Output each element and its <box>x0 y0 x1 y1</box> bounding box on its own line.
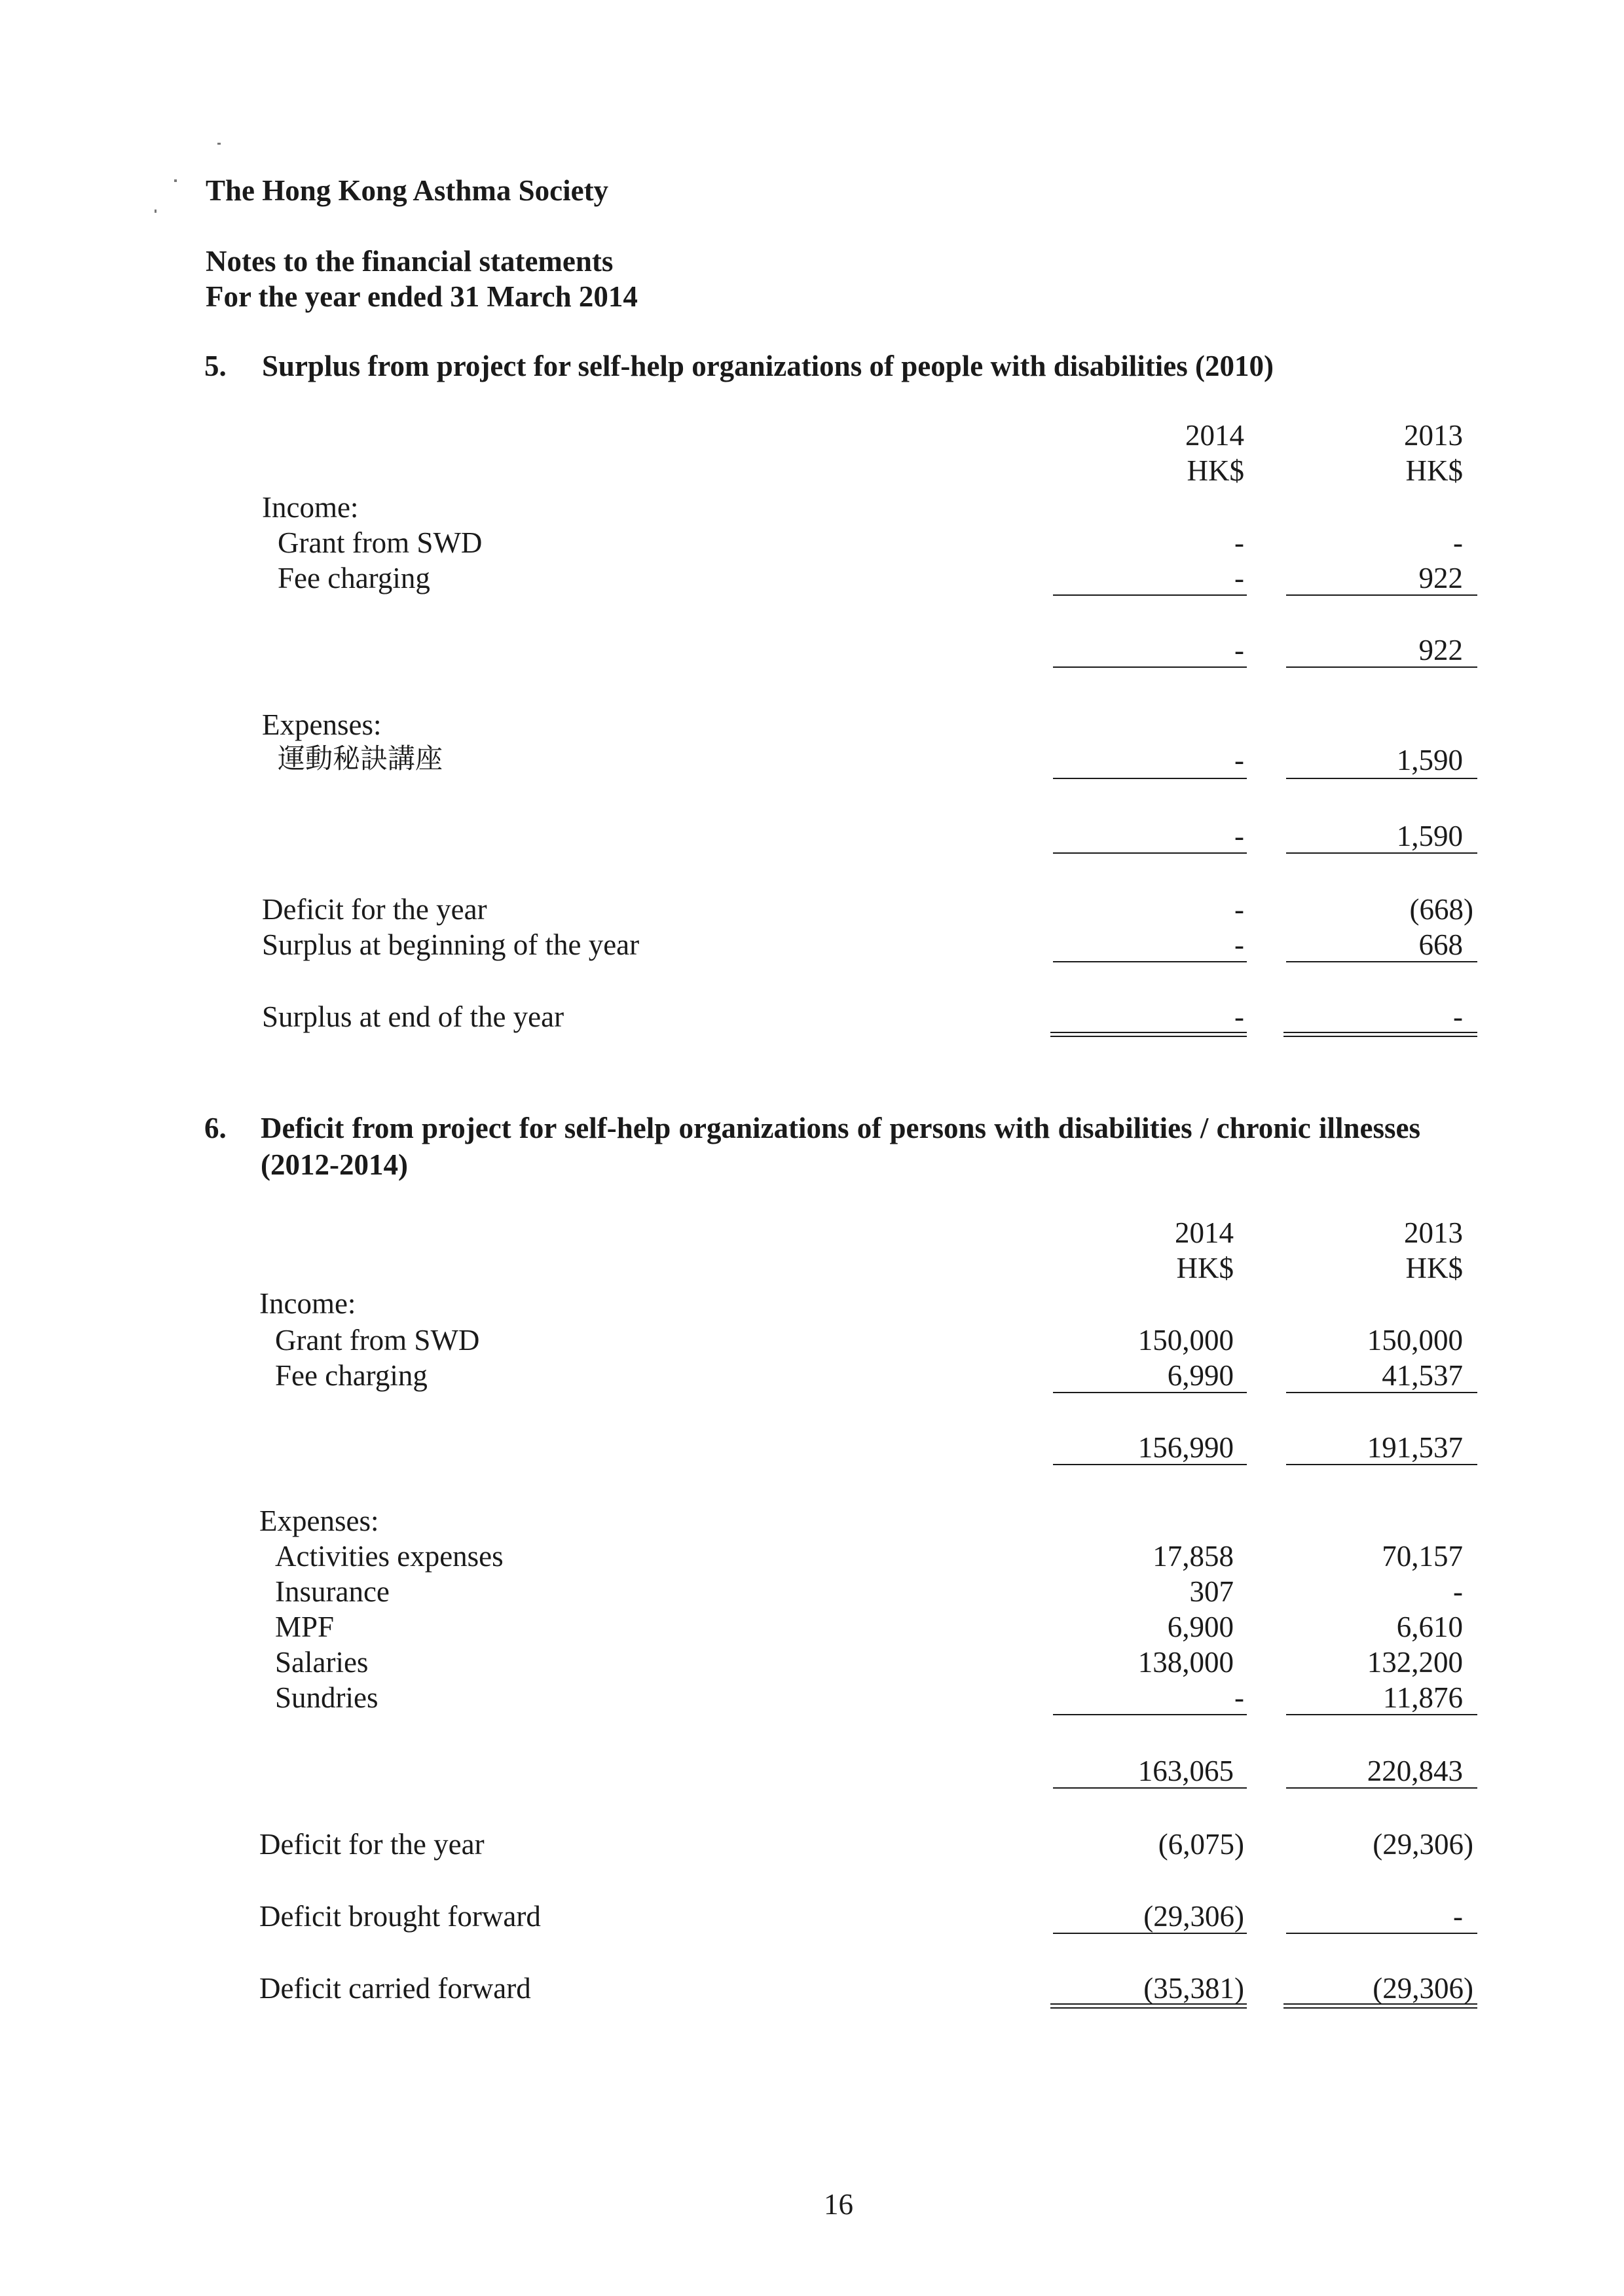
note-6-carried-forward-value-2014: (35,381) <box>1143 1972 1244 2005</box>
note-5-expense-row-label: 運動秘訣講座 <box>278 742 443 774</box>
statement-period: For the year ended 31 March 2014 <box>206 280 638 313</box>
note-5-deficit-label: Deficit for the year <box>262 893 487 926</box>
subtotal-rule <box>1053 1714 1247 1715</box>
note-5-expense-total-2013: 1,590 <box>1396 820 1463 852</box>
note-5-surplus-begin-value-2013: 668 <box>1418 928 1463 961</box>
total-double-rule <box>1050 2003 1247 2009</box>
note-6-income-row-value-2014: 150,000 <box>1137 1324 1234 1357</box>
note-6-carried-forward-label: Deficit carried forward <box>259 1972 531 2005</box>
note-6-expense-row-label: Salaries <box>275 1646 369 1679</box>
note-6-expense-total-2013: 220,843 <box>1367 1755 1463 1787</box>
note-6-income-total-2013: 191,537 <box>1367 1431 1463 1464</box>
note-6-income-row-value-2013: 150,000 <box>1367 1324 1463 1357</box>
note-5-col-year-2014: 2014 <box>1185 419 1244 452</box>
subtotal-rule <box>1286 1787 1477 1789</box>
total-double-rule <box>1283 2003 1477 2009</box>
note-6-expense-row-label: MPF <box>275 1611 335 1643</box>
note-5-income-row-label: Fee charging <box>278 562 430 594</box>
note-5-income-heading: Income: <box>262 491 359 524</box>
note-6-col-currency-2014: HK$ <box>1176 1252 1234 1285</box>
subtotal-rule <box>1286 778 1477 779</box>
subtotal-rule <box>1053 961 1247 962</box>
subtotal-rule <box>1286 1933 1477 1934</box>
note-6-expense-row-value-2013: 70,157 <box>1382 1540 1463 1573</box>
subtotal-rule <box>1053 1787 1247 1789</box>
note-5-col-currency-2013: HK$ <box>1405 454 1463 487</box>
subtotal-rule <box>1053 852 1247 854</box>
note-6-income-row-value-2013: 41,537 <box>1382 1359 1463 1392</box>
note-5-deficit-value-2013: (668) <box>1409 893 1473 926</box>
note-5-income-total-2013: 922 <box>1418 634 1463 666</box>
note-6-income-row-label: Grant from SWD <box>275 1324 480 1357</box>
note-6-brought-forward-label: Deficit brought forward <box>259 1900 541 1933</box>
note-6-expense-row-value-2013: - <box>1453 1575 1463 1608</box>
note-5-number: 5. <box>204 350 227 382</box>
note-5-income-total-2014: - <box>1234 634 1244 666</box>
note-6-col-currency-2013: HK$ <box>1405 1252 1463 1285</box>
note-5-income-row-value-2013: - <box>1453 526 1463 559</box>
note-6-deficit-value-2013: (29,306) <box>1373 1828 1473 1861</box>
subtotal-rule <box>1286 594 1477 596</box>
note-5-expense-row-value-2013: 1,590 <box>1396 744 1463 776</box>
note-5-expenses-heading: Expenses: <box>262 708 382 741</box>
note-6-title-line-2: (2012-2014) <box>261 1148 408 1181</box>
note-5-surplus-end-value-2013: - <box>1453 1000 1463 1033</box>
note-5-col-year-2013: 2013 <box>1404 419 1463 452</box>
subtotal-rule <box>1053 594 1247 596</box>
page-number: 16 <box>824 2188 853 2221</box>
note-6-brought-forward-value-2013: - <box>1453 1900 1463 1933</box>
note-5-col-currency-2014: HK$ <box>1187 454 1244 487</box>
note-6-deficit-label: Deficit for the year <box>259 1828 485 1861</box>
note-6-expense-row-value-2014: 307 <box>1189 1575 1234 1608</box>
note-6-expense-row-value-2013: 11,876 <box>1382 1681 1463 1714</box>
note-5-expense-total-2014: - <box>1234 820 1244 852</box>
subtotal-rule <box>1286 1464 1477 1465</box>
subtotal-rule <box>1286 852 1477 854</box>
note-6-number: 6. <box>204 1112 227 1144</box>
note-6-income-row-value-2014: 6,990 <box>1167 1359 1234 1392</box>
note-5-surplus-begin-value-2014: - <box>1234 928 1244 961</box>
total-double-rule <box>1283 1032 1477 1037</box>
subtotal-rule <box>1286 666 1477 668</box>
note-6-expense-row-value-2013: 6,610 <box>1396 1611 1463 1643</box>
scan-mark <box>155 210 157 213</box>
note-6-deficit-value-2014: (6,075) <box>1158 1828 1244 1861</box>
note-5-income-row-value-2014: - <box>1234 526 1244 559</box>
note-6-income-row-label: Fee charging <box>275 1359 428 1392</box>
note-5-surplus-begin-label: Surplus at beginning of the year <box>262 928 640 961</box>
note-5-expense-row-value-2014: - <box>1234 744 1244 776</box>
note-6-expense-row-value-2014: 17,858 <box>1153 1540 1234 1573</box>
note-6-col-year-2014: 2014 <box>1175 1216 1234 1249</box>
organization-name: The Hong Kong Asthma Society <box>206 174 609 207</box>
note-5-surplus-end-label: Surplus at end of the year <box>262 1000 564 1033</box>
subtotal-rule <box>1286 1714 1477 1715</box>
note-6-income-total-2014: 156,990 <box>1137 1431 1234 1464</box>
note-5-deficit-value-2014: - <box>1234 893 1244 926</box>
note-5-income-row-value-2014: - <box>1234 562 1244 594</box>
note-6-expense-row-value-2014: 138,000 <box>1137 1646 1234 1679</box>
note-5-surplus-end-value-2014: - <box>1234 1000 1244 1033</box>
note-6-expense-row-value-2013: 132,200 <box>1367 1646 1463 1679</box>
note-6-title-line-1: Deficit from project for self-help organizations of persons with disabilities / chronic illnesses <box>261 1112 1421 1144</box>
note-5-income-row-value-2013: 922 <box>1418 562 1463 594</box>
subtotal-rule <box>1053 1392 1247 1393</box>
scan-mark <box>174 179 177 182</box>
subtotal-rule <box>1053 1464 1247 1465</box>
note-6-brought-forward-value-2014: (29,306) <box>1143 1900 1244 1933</box>
note-6-expense-row-label: Activities expenses <box>275 1540 504 1573</box>
subtotal-rule <box>1286 961 1477 962</box>
subtotal-rule <box>1053 1933 1247 1934</box>
note-6-expense-total-2014: 163,065 <box>1137 1755 1234 1787</box>
statement-title: Notes to the financial statements <box>206 245 614 278</box>
total-double-rule <box>1050 1032 1247 1037</box>
subtotal-rule <box>1286 1392 1477 1393</box>
subtotal-rule <box>1053 666 1247 668</box>
note-6-expense-row-value-2014: - <box>1234 1681 1244 1714</box>
note-6-expense-row-label: Sundries <box>275 1681 378 1714</box>
note-5-title: Surplus from project for self-help organizations of people with disabilities (2010) <box>262 350 1274 382</box>
note-6-carried-forward-value-2013: (29,306) <box>1373 1972 1473 2005</box>
note-6-expense-row-value-2014: 6,900 <box>1167 1611 1234 1643</box>
note-6-expenses-heading: Expenses: <box>259 1504 379 1537</box>
note-6-col-year-2013: 2013 <box>1404 1216 1463 1249</box>
note-6-expense-row-label: Insurance <box>275 1575 390 1608</box>
note-6-income-heading: Income: <box>259 1287 356 1320</box>
note-5-income-row-label: Grant from SWD <box>278 526 483 559</box>
subtotal-rule <box>1053 778 1247 779</box>
scan-mark <box>217 143 221 145</box>
